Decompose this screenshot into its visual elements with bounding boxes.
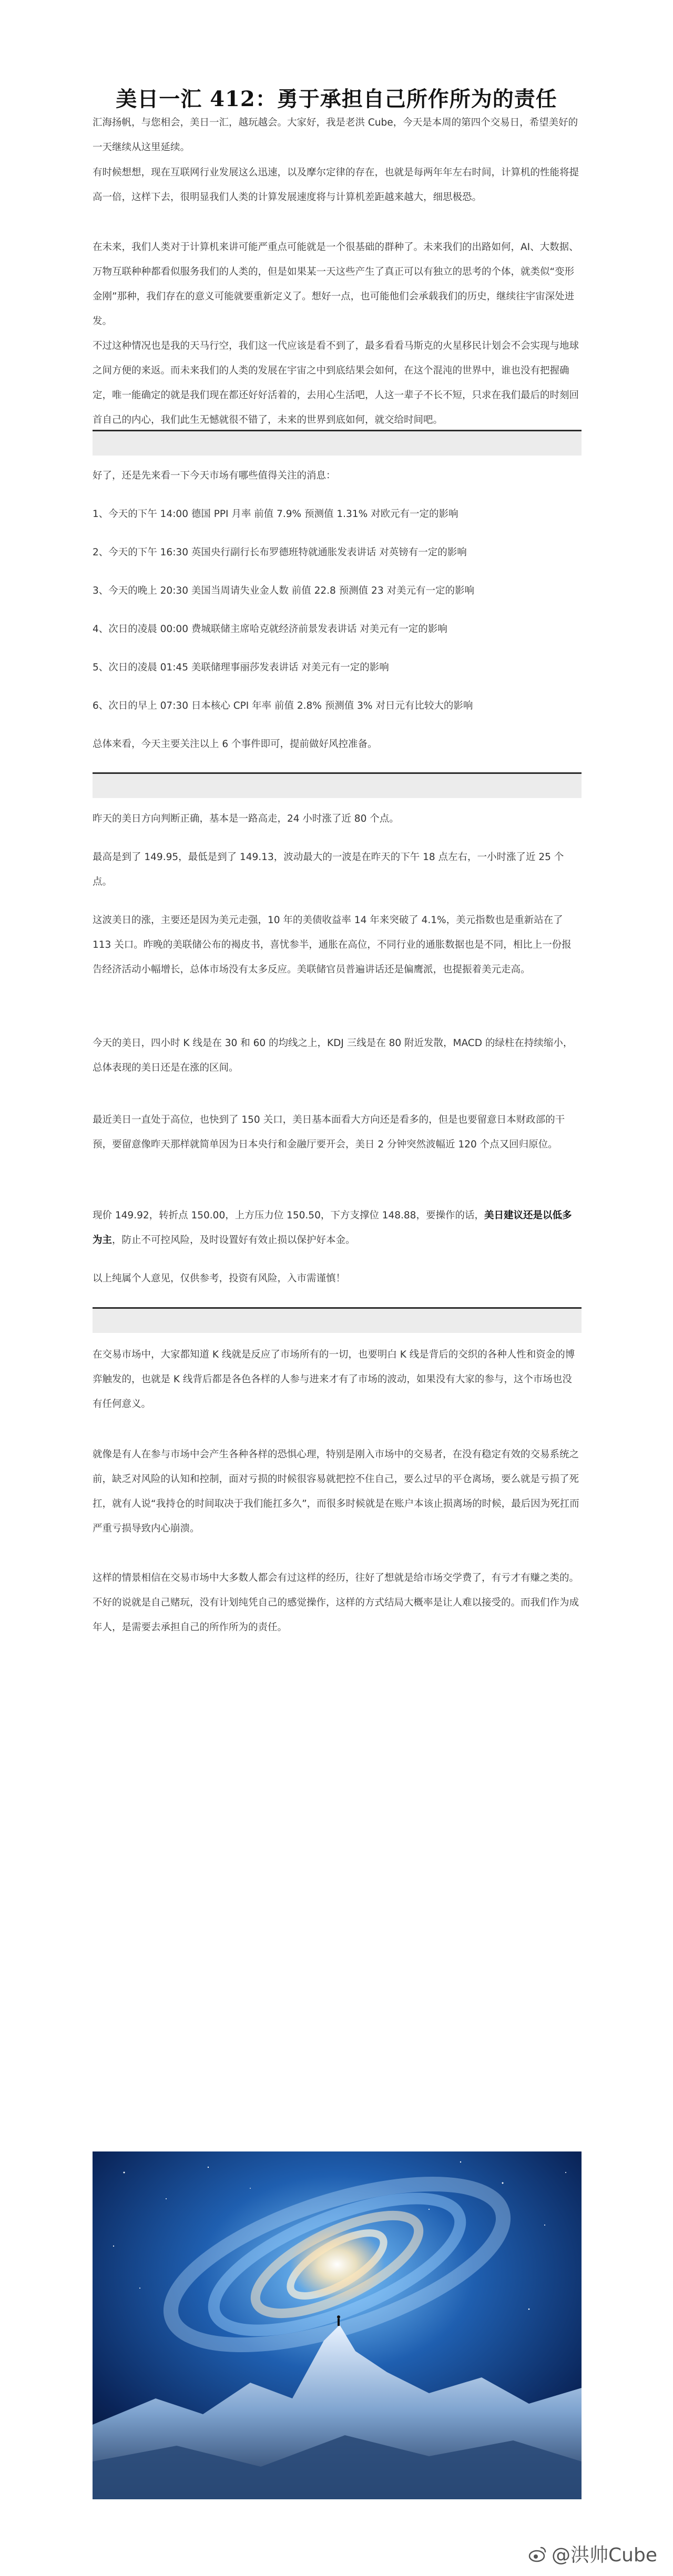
event-item-1: 1、今天的下午 14:00 德国 PPI 月率 前值 7.9% 预测值 1.31% 对欧元有一定的影响 [93,509,458,520]
disclaimer: 以上纯属个人意见，仅供参考，投资有风险，入市需谨慎！ [93,1273,346,1284]
analysis-paragraph-3: 这波美日的涨，主要还是因为美元走强，10 年的美债收益率 14 年来突破了 4.1%，美元指数也是重新站在了 113 关口。昨晚的美联储公布的褐皮书，喜忧参半，通胀在高位，不同行业的通胀数据也是不同，相比上一份报告经济活动小幅增长，总体市场没有太多反应。美联储官员普遍讲话还是偏鹰派，也提振着美元走高。 [93,915,572,975]
section-divider-3 [93,1307,582,1333]
event-item-5: 5、次日的凌晨 01:45 美联储理事丽莎发表讲话 对美元有一定的影响 [93,662,389,673]
levels-text: 现价 149.92，转折点 150.00，上方压力位 150.50，下方支撑位 148.88，要操作的话， [93,1210,484,1221]
events-summary: 总体来看，今天主要关注以上 6 个事件即可，提前做好风控准备。 [93,739,378,750]
event-item-4: 4、次日的凌晨 00:00 费城联储主席哈克就经济前景发表讲话 对美元有一定的影响 [93,624,447,635]
event-item-3: 3、今天的晚上 20:30 美国当周请失业金人数 前值 22.8 预测值 23 对美元有一定的影响 [93,585,474,596]
closing-paragraph-3: 这样的情景相信在交易市场中大多数人都会有过这样的经历，往好了想就是给市场交学费了，有亏才有赚之类的。不好的说就是自己赌玩，没有计划纯凭自己的感觉操作，这样的方式结局大概率是让人难以接受的。而我们作为成年人，是需要去承担自己的所作所为的责任。 [93,1573,579,1633]
section-divider-1 [93,430,582,456]
galaxy-illustration [93,2151,582,2499]
closing-paragraph-2: 就像是有人在参与市场中会产生各种各样的恐惧心理，特别是刚入市场中的交易者，在没有稳定有效的交易系统之前，缺乏对风险的认知和控制，面对亏损的时候很容易就把控不住自己，要么过早的平仓离场，要么就是亏损了死扛，就有人说“我持仓的时间取决于我们能扛多久”，而很多时候就是在账户本该止损离场的时候，最后因为死扛而严重亏损导致内心崩溃。 [93,1449,579,1534]
levels-tail: ，防止不可控风险，及时设置好有效止损以保护好本金。 [112,1235,355,1246]
analysis-paragraph-2: 最高是到了 149.95，最低是到了 149.13，波动最大的一波是在昨天的下午 18 点左右，一小时涨了近 25 个点。 [93,852,564,887]
analysis-paragraph-5: 最近美日一直处于高位，也快到了 150 关口，美日基本面看大方向还是看多的，但是也要留意日本财政部的干预，要留意像昨天那样就简单因为日本央行和金融厅要开会，美日 2 分钟突然波幅近 120 个点又回归原位。 [93,1114,565,1150]
event-item-6: 6、次日的早上 07:30 日本核心 CPI 年率 前值 2.8% 预测值 3% 对日元有比较大的影响 [93,700,473,711]
intro-paragraph-1: 汇海扬帆，与您相会，美日一汇，越玩越会。大家好，我是老洪 Cube，今天是本周的第四个交易日，希望美好的一天继续从这里延续。 [93,117,578,153]
intro-paragraph-4: 不过这种情况也是我的天马行空，我们这一代应该是看不到了，最多看看马斯克的火星移民计划会不会实现与地球之间方便的来返。而未来我们的人类的发展在宇宙之中到底结果会如何，在这个混沌的世界中，谁也没有把握确定，唯一能确定的就是我们现在都还好好活着的，去用心生活吧，人这一辈子不长不短，只求在我们最后的时刻回首自己的内心，我们此生无憾就很不错了，未来的世界到底如何，就交给时间吧。 [93,340,579,426]
events-intro: 好了，还是先来看一下今天市场有哪些值得关注的消息： [93,470,336,481]
watermark-text: @洪帅Cube [552,2544,657,2566]
page-title: 美日一汇 412：勇于承担自己所作所为的责任 [116,86,557,111]
intro-paragraph-2: 有时候想想，现在互联网行业发展这么迅速，以及摩尔定律的存在，也就是每两年年左右时间，计算机的性能将提高一倍，这样下去，很明显我们人类的计算发展速度将与计算机差距越来越大，细思极恐。 [93,167,579,203]
analysis-paragraph-4: 今天的美日，四小时 K 线是在 30 和 60 的均线之上，KDJ 三线是在 80 附近发散，MACD 的绿柱在持续缩小，总体表现的美日还是在涨的区间。 [93,1038,573,1073]
closing-paragraph-1: 在交易市场中，大家都知道 K 线就是反应了市场所有的一切，也要明白 K 线是背后的交织的各种人性和资金的博弈触发的，也就是 K 线背后都是各色各样的人参与进来才有了市场的波动，如果没有大家的参与，这个市场也没有任何意义。 [93,1349,575,1410]
levels-recommendation: 美日建议还是以低多为主 [93,1210,572,1246]
weibo-icon [527,2543,548,2564]
event-item-2: 2、今天的下午 16:30 英国央行副行长布罗德班特就通胀发表讲话 对英镑有一定的影响 [93,547,467,558]
section-divider-2 [93,772,582,798]
levels-paragraph [93,1203,580,1253]
intro-paragraph-3: 在未来，我们人类对于计算机来讲可能严重点可能就是一个很基础的群种了。未来我们的出路如何，AI、大数据、万物互联种种都看似服务我们的人类的，但是如果某一天这些产生了真正可以有独立的思考的个体，就类似“变形金刚”那种，我们存在的意义可能就要重新定义了。想好一点，也可能他们会承载我们的历史，继续往宇宙深处进发。 [93,242,579,327]
watermark [527,2540,657,2567]
analysis-paragraph-1: 昨天的美日方向判断正确，基本是一路高走，24 小时涨了近 80 个点。 [93,813,399,824]
